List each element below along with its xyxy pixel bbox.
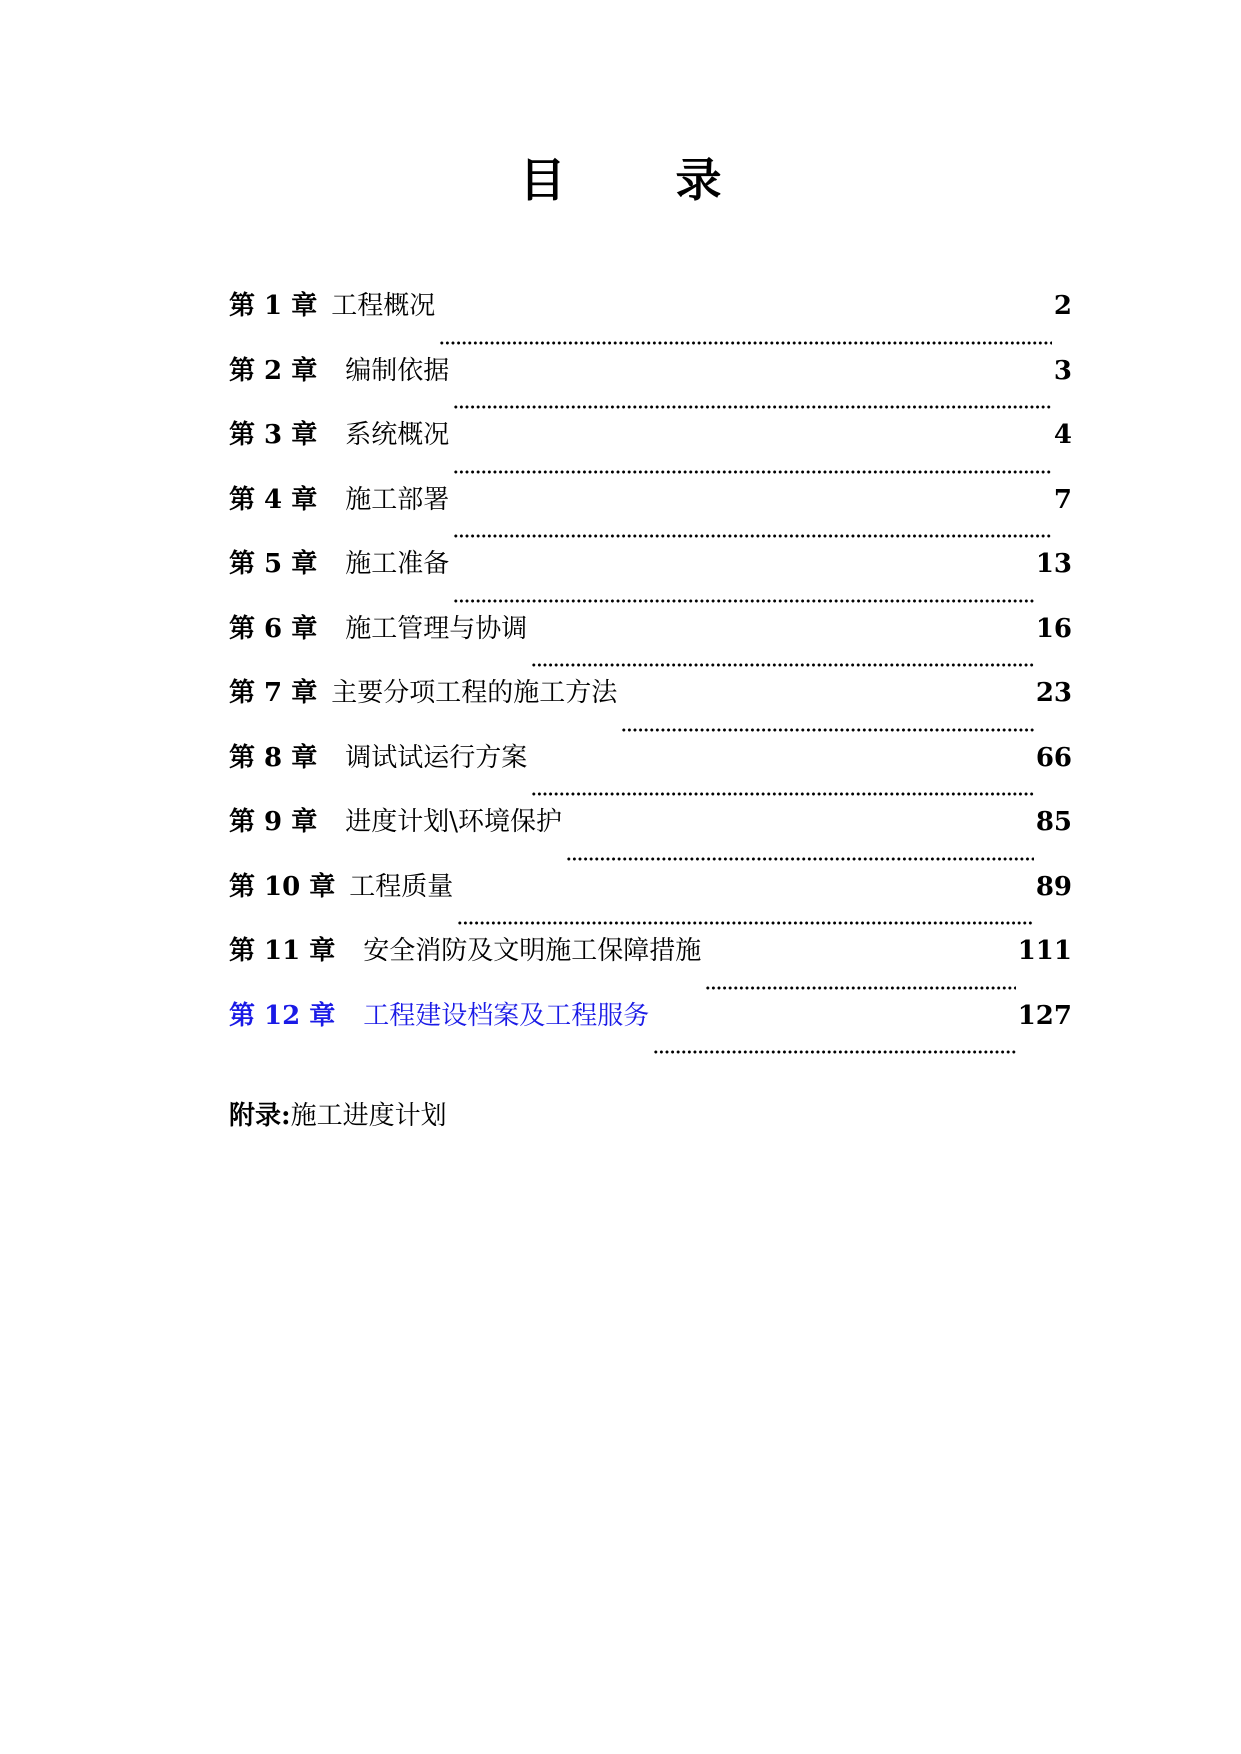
- appendix-label: 附录:: [229, 1101, 291, 1131]
- toc-dot-leader: [453, 534, 1052, 538]
- toc-dot-leader: [531, 792, 1034, 796]
- toc-entry-chapter-1[interactable]: [229, 288, 1072, 353]
- toc-entry-chapter-6[interactable]: [229, 611, 1072, 676]
- toc-page-number: 66: [1035, 742, 1072, 773]
- table-of-contents: [229, 288, 1072, 1062]
- page-title: [0, 150, 1241, 210]
- toc-chapter-title: 工程建设档案及工程服务: [363, 1000, 650, 1031]
- toc-entry-chapter-11[interactable]: [229, 933, 1072, 998]
- toc-page-number: 3: [1053, 355, 1072, 386]
- toc-dot-leader: [621, 728, 1034, 732]
- toc-chapter-title: 安全消防及文明施工保障措施: [363, 936, 702, 966]
- toc-chapter-title: 调试试运行方案: [345, 742, 528, 773]
- toc-chapter-title: 主要分项工程的施工方法: [331, 678, 618, 708]
- toc-chapter-number: 第 6 章: [229, 613, 318, 644]
- toc-chapter-number: 第 8 章: [229, 742, 318, 773]
- toc-page-number: 23: [1035, 678, 1072, 708]
- toc-dot-leader: [457, 921, 1034, 925]
- toc-chapter-title: 工程质量: [349, 871, 454, 902]
- toc-chapter-number: 第 1 章: [229, 291, 318, 321]
- toc-dot-leader: [453, 599, 1034, 603]
- toc-chapter-number: 第 5 章: [229, 549, 318, 579]
- toc-dot-leader: [566, 857, 1034, 861]
- toc-dot-leader: [705, 986, 1015, 990]
- toc-dot-leader: [653, 1050, 1015, 1054]
- toc-entry-chapter-7[interactable]: [229, 675, 1072, 740]
- toc-chapter-title: 编制依据: [345, 355, 450, 386]
- toc-entry-chapter-12[interactable]: [229, 998, 1072, 1063]
- toc-chapter-number: 第 3 章: [229, 420, 318, 450]
- toc-page-number: 85: [1035, 807, 1072, 837]
- toc-page-number: 16: [1035, 613, 1072, 644]
- toc-dot-leader: [439, 341, 1052, 345]
- toc-page-number: 111: [1017, 936, 1072, 966]
- toc-chapter-number: 第 9 章: [229, 807, 318, 837]
- toc-page-number: 13: [1035, 549, 1072, 579]
- toc-page-number: 4: [1053, 420, 1072, 450]
- toc-chapter-title: 施工部署: [345, 484, 450, 515]
- toc-chapter-title: 工程概况: [331, 291, 436, 321]
- page-title-char-1: 目: [519, 153, 566, 207]
- toc-chapter-title: 施工准备: [345, 549, 450, 579]
- toc-chapter-title: 系统概况: [345, 420, 450, 450]
- toc-chapter-title: 施工管理与协调: [345, 613, 528, 644]
- page-title-char-2: 录: [675, 153, 722, 207]
- toc-dot-leader: [531, 663, 1034, 667]
- toc-entry-chapter-10[interactable]: [229, 869, 1072, 934]
- toc-page-number: 7: [1053, 484, 1072, 515]
- toc-chapter-title: 进度计划\环境保护: [345, 807, 562, 837]
- toc-entry-chapter-5[interactable]: [229, 546, 1072, 611]
- toc-entry-chapter-9[interactable]: [229, 804, 1072, 869]
- toc-entry-chapter-2[interactable]: [229, 353, 1072, 418]
- appendix-line: [229, 1098, 447, 1134]
- appendix-title: 施工进度计划: [290, 1101, 447, 1131]
- toc-chapter-number: 第 11 章: [229, 936, 336, 966]
- toc-entry-chapter-3[interactable]: [229, 417, 1072, 482]
- toc-page-number: 89: [1035, 871, 1072, 902]
- toc-chapter-number: 第 2 章: [229, 355, 318, 386]
- toc-chapter-number: 第 7 章: [229, 678, 318, 708]
- toc-chapter-number: 第 12 章: [229, 1000, 336, 1031]
- toc-dot-leader: [453, 470, 1052, 474]
- toc-page-number: 127: [1017, 1000, 1072, 1031]
- toc-chapter-number: 第 4 章: [229, 484, 318, 515]
- toc-chapter-number: 第 10 章: [229, 871, 336, 902]
- toc-entry-chapter-4[interactable]: [229, 482, 1072, 547]
- toc-dot-leader: [453, 405, 1052, 409]
- toc-page-number: 2: [1053, 291, 1072, 321]
- toc-entry-chapter-8[interactable]: [229, 740, 1072, 805]
